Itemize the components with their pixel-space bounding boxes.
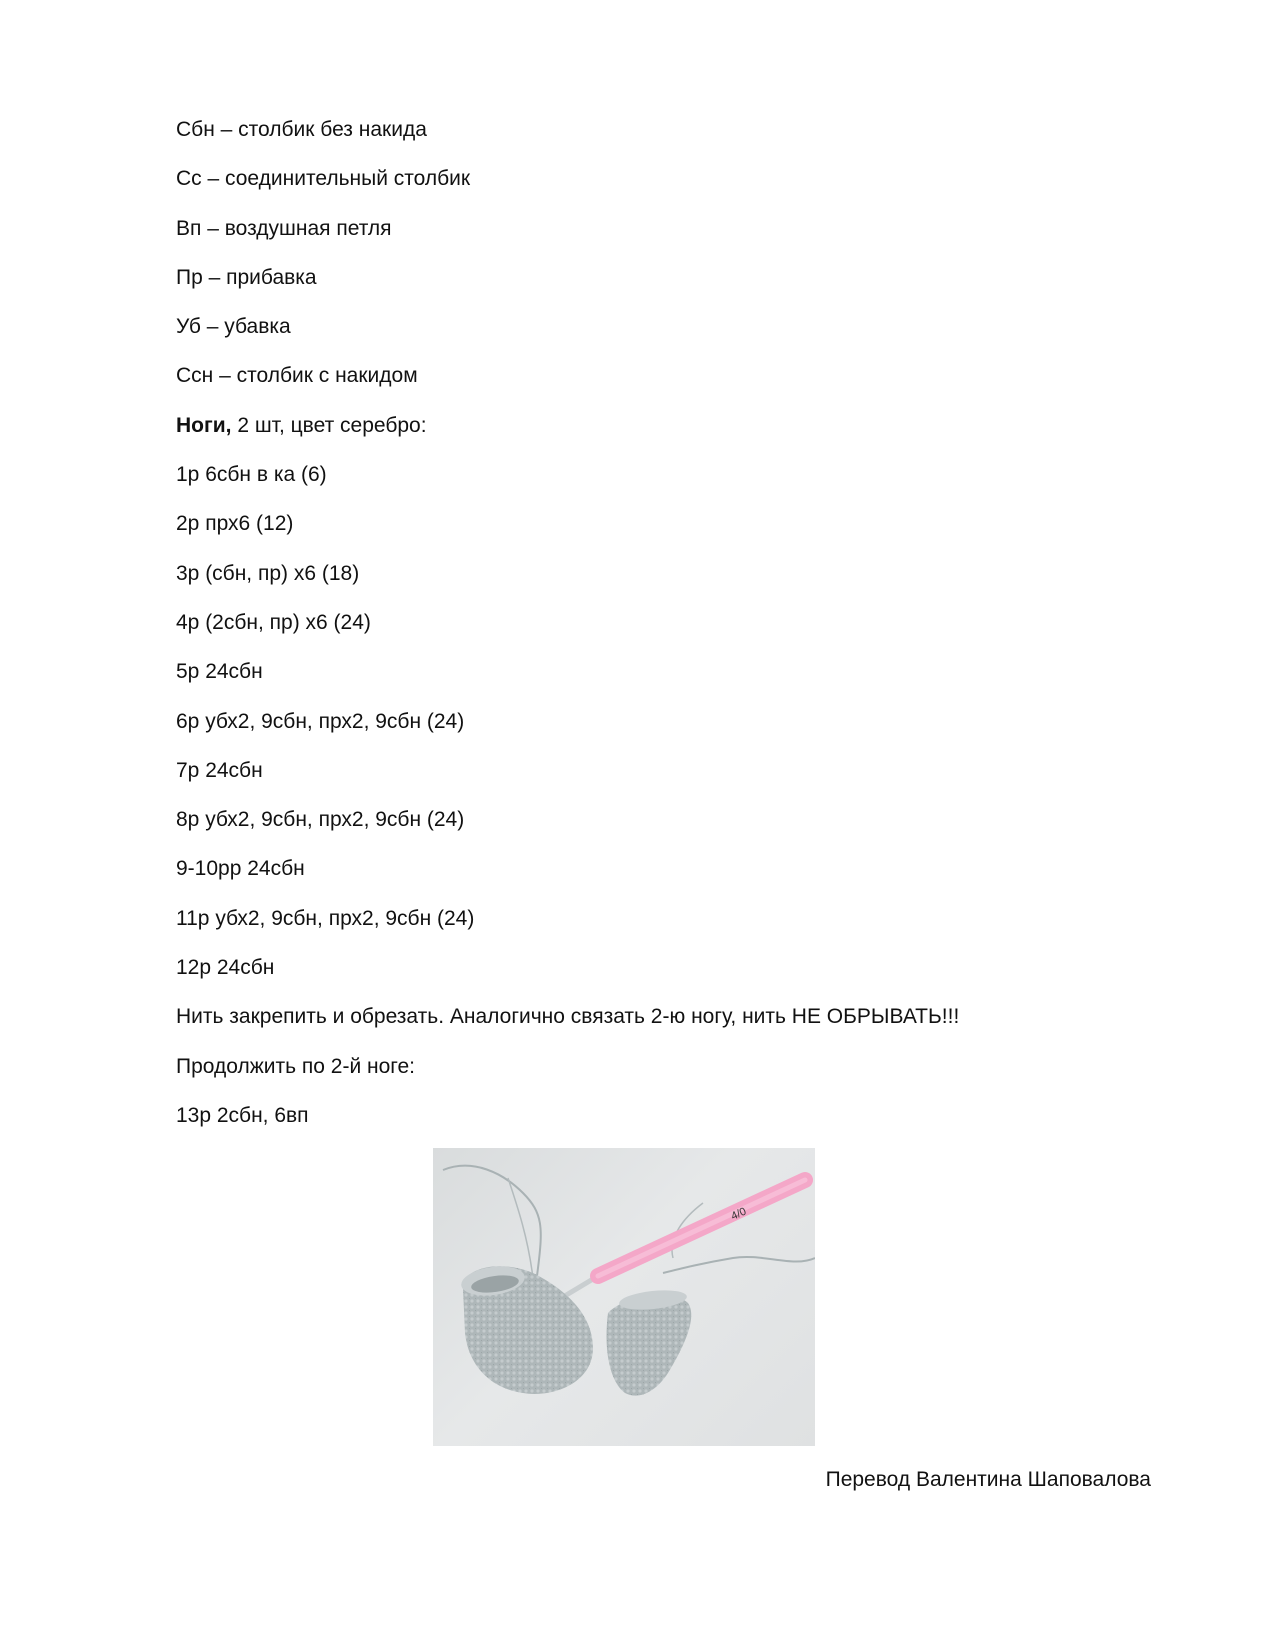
crochet-leg-right (607, 1287, 692, 1395)
pattern-row: 1р 6сбн в ка (6) (176, 463, 327, 487)
pattern-row: 3р (сбн, пр) х6 (18) (176, 561, 360, 585)
abbreviation-line: Уб – убавка (176, 315, 291, 339)
pattern-row: 6р убх2, 9сбн, прх2, 9сбн (24) (176, 709, 465, 733)
abbreviation-line: Вп – воздушная петля (176, 216, 392, 240)
pattern-row: 8р убх2, 9сбн, прх2, 9сбн (24) (176, 808, 465, 832)
pattern-row: 12р 24сбн (176, 956, 275, 980)
section-title: Ноги, (176, 413, 232, 437)
crochet-leg-left (459, 1263, 593, 1394)
section-heading (176, 412, 1176, 461)
crochet-hook-icon (553, 1180, 805, 1303)
section-subtitle: 2 шт, цвет серебро: (231, 413, 427, 437)
pattern-row: 7р 24сбн (176, 758, 263, 782)
pattern-row: 5р 24сбн (176, 660, 263, 684)
pattern-row: 2р прх6 (12) (176, 512, 294, 536)
crochet-legs-photo (433, 1148, 815, 1446)
translator-credit: Перевод Валентина Шаповалова (825, 1468, 1151, 1491)
pattern-row: 4р (2сбн, пр) х6 (24) (176, 610, 371, 634)
pattern-row: 9-10рр 24сбн (176, 857, 305, 881)
abbreviation-line: Сс – соединительный столбик (176, 167, 471, 191)
pattern-row: 11р убх2, 9сбн, прх2, 9сбн (24) (176, 906, 475, 930)
abbreviation-line: Сбн – столбик без накида (176, 118, 427, 141)
note-line: 13р 2сбн, 6вп (176, 1103, 309, 1127)
note-line: Нить закрепить и обрезать. Аналогично связать 2-ю ногу, нить НЕ ОБРЫВАТЬ!!! (176, 1005, 960, 1029)
yarn-tail-right (663, 1257, 815, 1273)
pattern-text (176, 116, 1176, 1151)
note-line: Продолжить по 2-й ноге: (176, 1054, 415, 1078)
abbreviation-line: Ссн – столбик с накидом (176, 364, 418, 388)
abbreviation-line: Пр – прибавка (176, 265, 317, 289)
svg-text:4/0: 4/0 (729, 1205, 749, 1223)
